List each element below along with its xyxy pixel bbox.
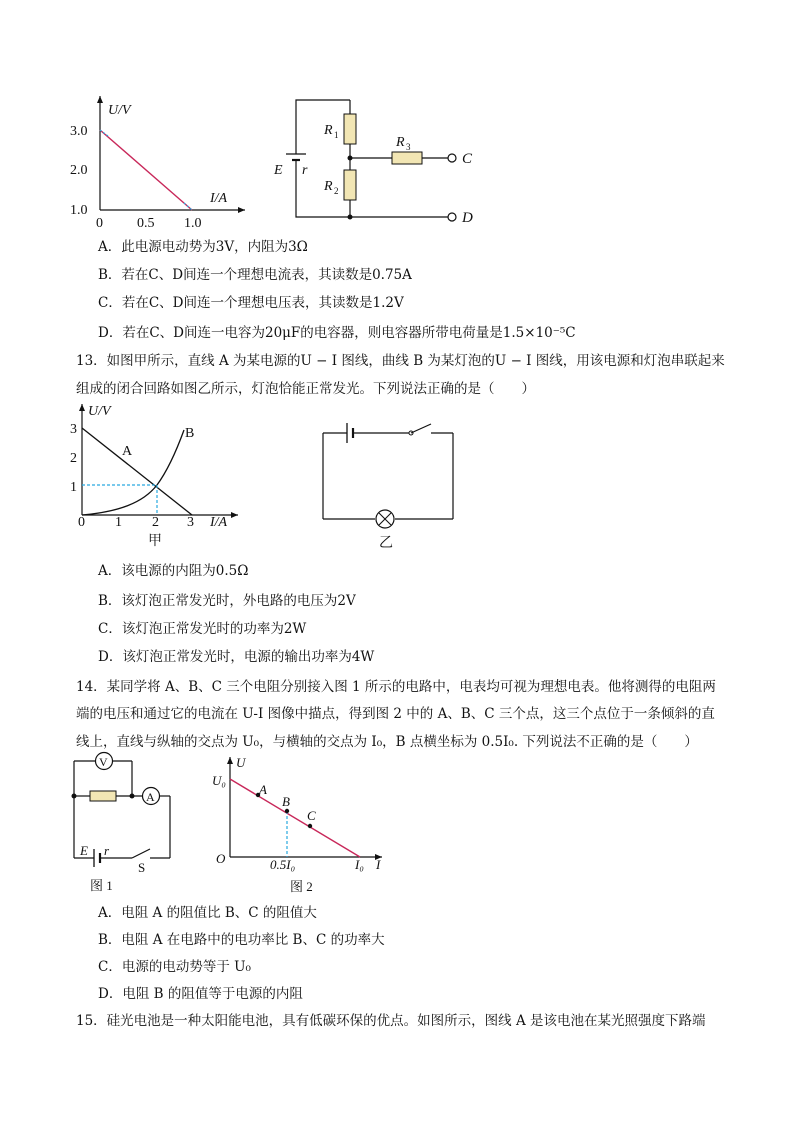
label-D: D xyxy=(462,210,473,226)
label-R3: R xyxy=(396,135,405,150)
q13-option-b: B．该灯泡正常发光时，外电路的电压为2V xyxy=(98,593,356,609)
ammeter-label: A xyxy=(146,790,155,804)
curve-b-label: B xyxy=(185,426,195,441)
I0-label: I₀ xyxy=(355,857,364,872)
point-a-label: A xyxy=(259,782,267,797)
voltmeter-label: V xyxy=(99,755,108,769)
origin-label: O xyxy=(216,851,226,866)
q14-option-b: B．电阻 A 在电路中的电功率比 B、C 的功率大 xyxy=(98,932,385,948)
y-tick: 2.0 xyxy=(70,163,88,178)
q14-stem-line3: 线上，直线与纵轴的交点为 U₀，与横轴的交点为 I₀，B 点横坐标为 0.5I₀. 下列说法不正确的是（ ） xyxy=(76,734,698,750)
label-E: E xyxy=(274,163,283,178)
y-tick: 2 xyxy=(70,451,77,466)
q12-circuit-diagram xyxy=(270,92,510,227)
q12-option-b: B．若在C、D间连一个理想电流表，其读数是0.75A xyxy=(98,267,412,283)
y-axis-label: U/V xyxy=(88,404,111,419)
q14-ui-graph-fig2 xyxy=(210,755,390,895)
q12-option-a: A．此电源电动势为3V，内阻为3Ω xyxy=(98,239,308,255)
line-a-label: A xyxy=(122,444,133,459)
q13-option-d: D．该灯泡正常发光时，电源的输出功率为4W xyxy=(98,649,375,665)
q13-stem-line1: 13．如图甲所示，直线 A 为某电源的U − I 图线，曲线 B 为某灯泡的U − I 图线，用该电源和灯泡串联起来 xyxy=(76,353,725,369)
q12-option-c: C．若在C、D间连一个理想电压表，其读数是1.2V xyxy=(98,295,404,311)
axis-U-label: U xyxy=(236,755,246,770)
label-R3-sub: 3 xyxy=(406,142,411,152)
label-r: r xyxy=(302,163,308,178)
x-tick: 2 xyxy=(152,515,159,530)
q14-option-a: A．电阻 A 的阻值比 B、C 的阻值大 xyxy=(98,905,317,921)
x-tick: 0.5 xyxy=(137,216,155,231)
x-axis-label: I/A xyxy=(210,191,228,206)
label-R1-sub: 1 xyxy=(334,130,339,140)
caption-fig1: 图 1 xyxy=(90,878,113,893)
caption-jia: 甲 xyxy=(148,534,162,549)
q13-circuit-yi xyxy=(315,415,465,550)
y-tick: 3.0 xyxy=(70,124,88,139)
x-tick: 3 xyxy=(187,515,194,530)
x-axis-label: I/A xyxy=(210,515,228,530)
x-tick: 1 xyxy=(115,515,122,530)
q14-stem-line2: 端的电压和通过它的电流在 U-I 图像中描点，得到图 2 中的 A、B、C 三个点，这三个点位于一条倾斜的直 xyxy=(76,706,715,722)
q13-option-a: A．该电源的内阻为0.5Ω xyxy=(98,563,249,579)
q13-graph-jia xyxy=(68,400,248,550)
U0-label: U₀ xyxy=(212,773,226,788)
label-E: E xyxy=(80,843,88,858)
y-tick: 3 xyxy=(70,422,77,437)
caption-yi: 乙 xyxy=(379,536,393,550)
label-R2-sub: 2 xyxy=(334,186,339,196)
q14-option-c: C．电源的电动势等于 U₀ xyxy=(98,959,251,975)
q13-stem-line2: 组成的闭合回路如图乙所示，灯泡恰能正常发光。下列说法正确的是（ ） xyxy=(76,381,535,397)
label-r: r xyxy=(104,843,110,858)
q13-option-c: C．该灯泡正常发光时的功率为2W xyxy=(98,621,307,637)
label-C: C xyxy=(462,151,473,167)
q14-circuit-fig1 xyxy=(60,745,190,895)
x-tick: 1.0 xyxy=(184,216,202,231)
q14-option-d: D．电阻 B 的阻值等于电源的内阻 xyxy=(98,986,303,1002)
x-tick: 0 xyxy=(96,216,103,231)
q15-stem-line1: 15．硅光电池是一种太阳能电池，具有低碳环保的优点。如图所示，图线 A 是该电池在某光照强度下路端 xyxy=(76,1013,706,1029)
x-tick: 0 xyxy=(78,515,85,530)
point-c-label: C xyxy=(307,808,316,823)
point-b-label: B xyxy=(282,794,290,809)
q12-ui-graph xyxy=(60,92,250,232)
caption-fig2: 图 2 xyxy=(290,879,313,894)
y-tick: 1.0 xyxy=(70,203,88,218)
axis-I-label: I xyxy=(376,857,381,872)
label-R1: R xyxy=(324,123,333,138)
y-tick: 1 xyxy=(70,480,77,495)
label-R2: R xyxy=(324,179,333,194)
y-axis-label: U/V xyxy=(108,103,131,118)
halfI0-label: 0.5I₀ xyxy=(270,857,296,872)
q12-option-d: D．若在C、D间连一电容为20μF的电容器，则电容器所带电荷量是1.5×10⁻⁵C xyxy=(98,325,576,341)
q14-stem-line1: 14．某同学将 A、B、C 三个电阻分别接入图 1 所示的电路中，电表均可视为理想电表。他将测得的电阻两 xyxy=(76,679,716,695)
label-S: S xyxy=(138,860,146,875)
